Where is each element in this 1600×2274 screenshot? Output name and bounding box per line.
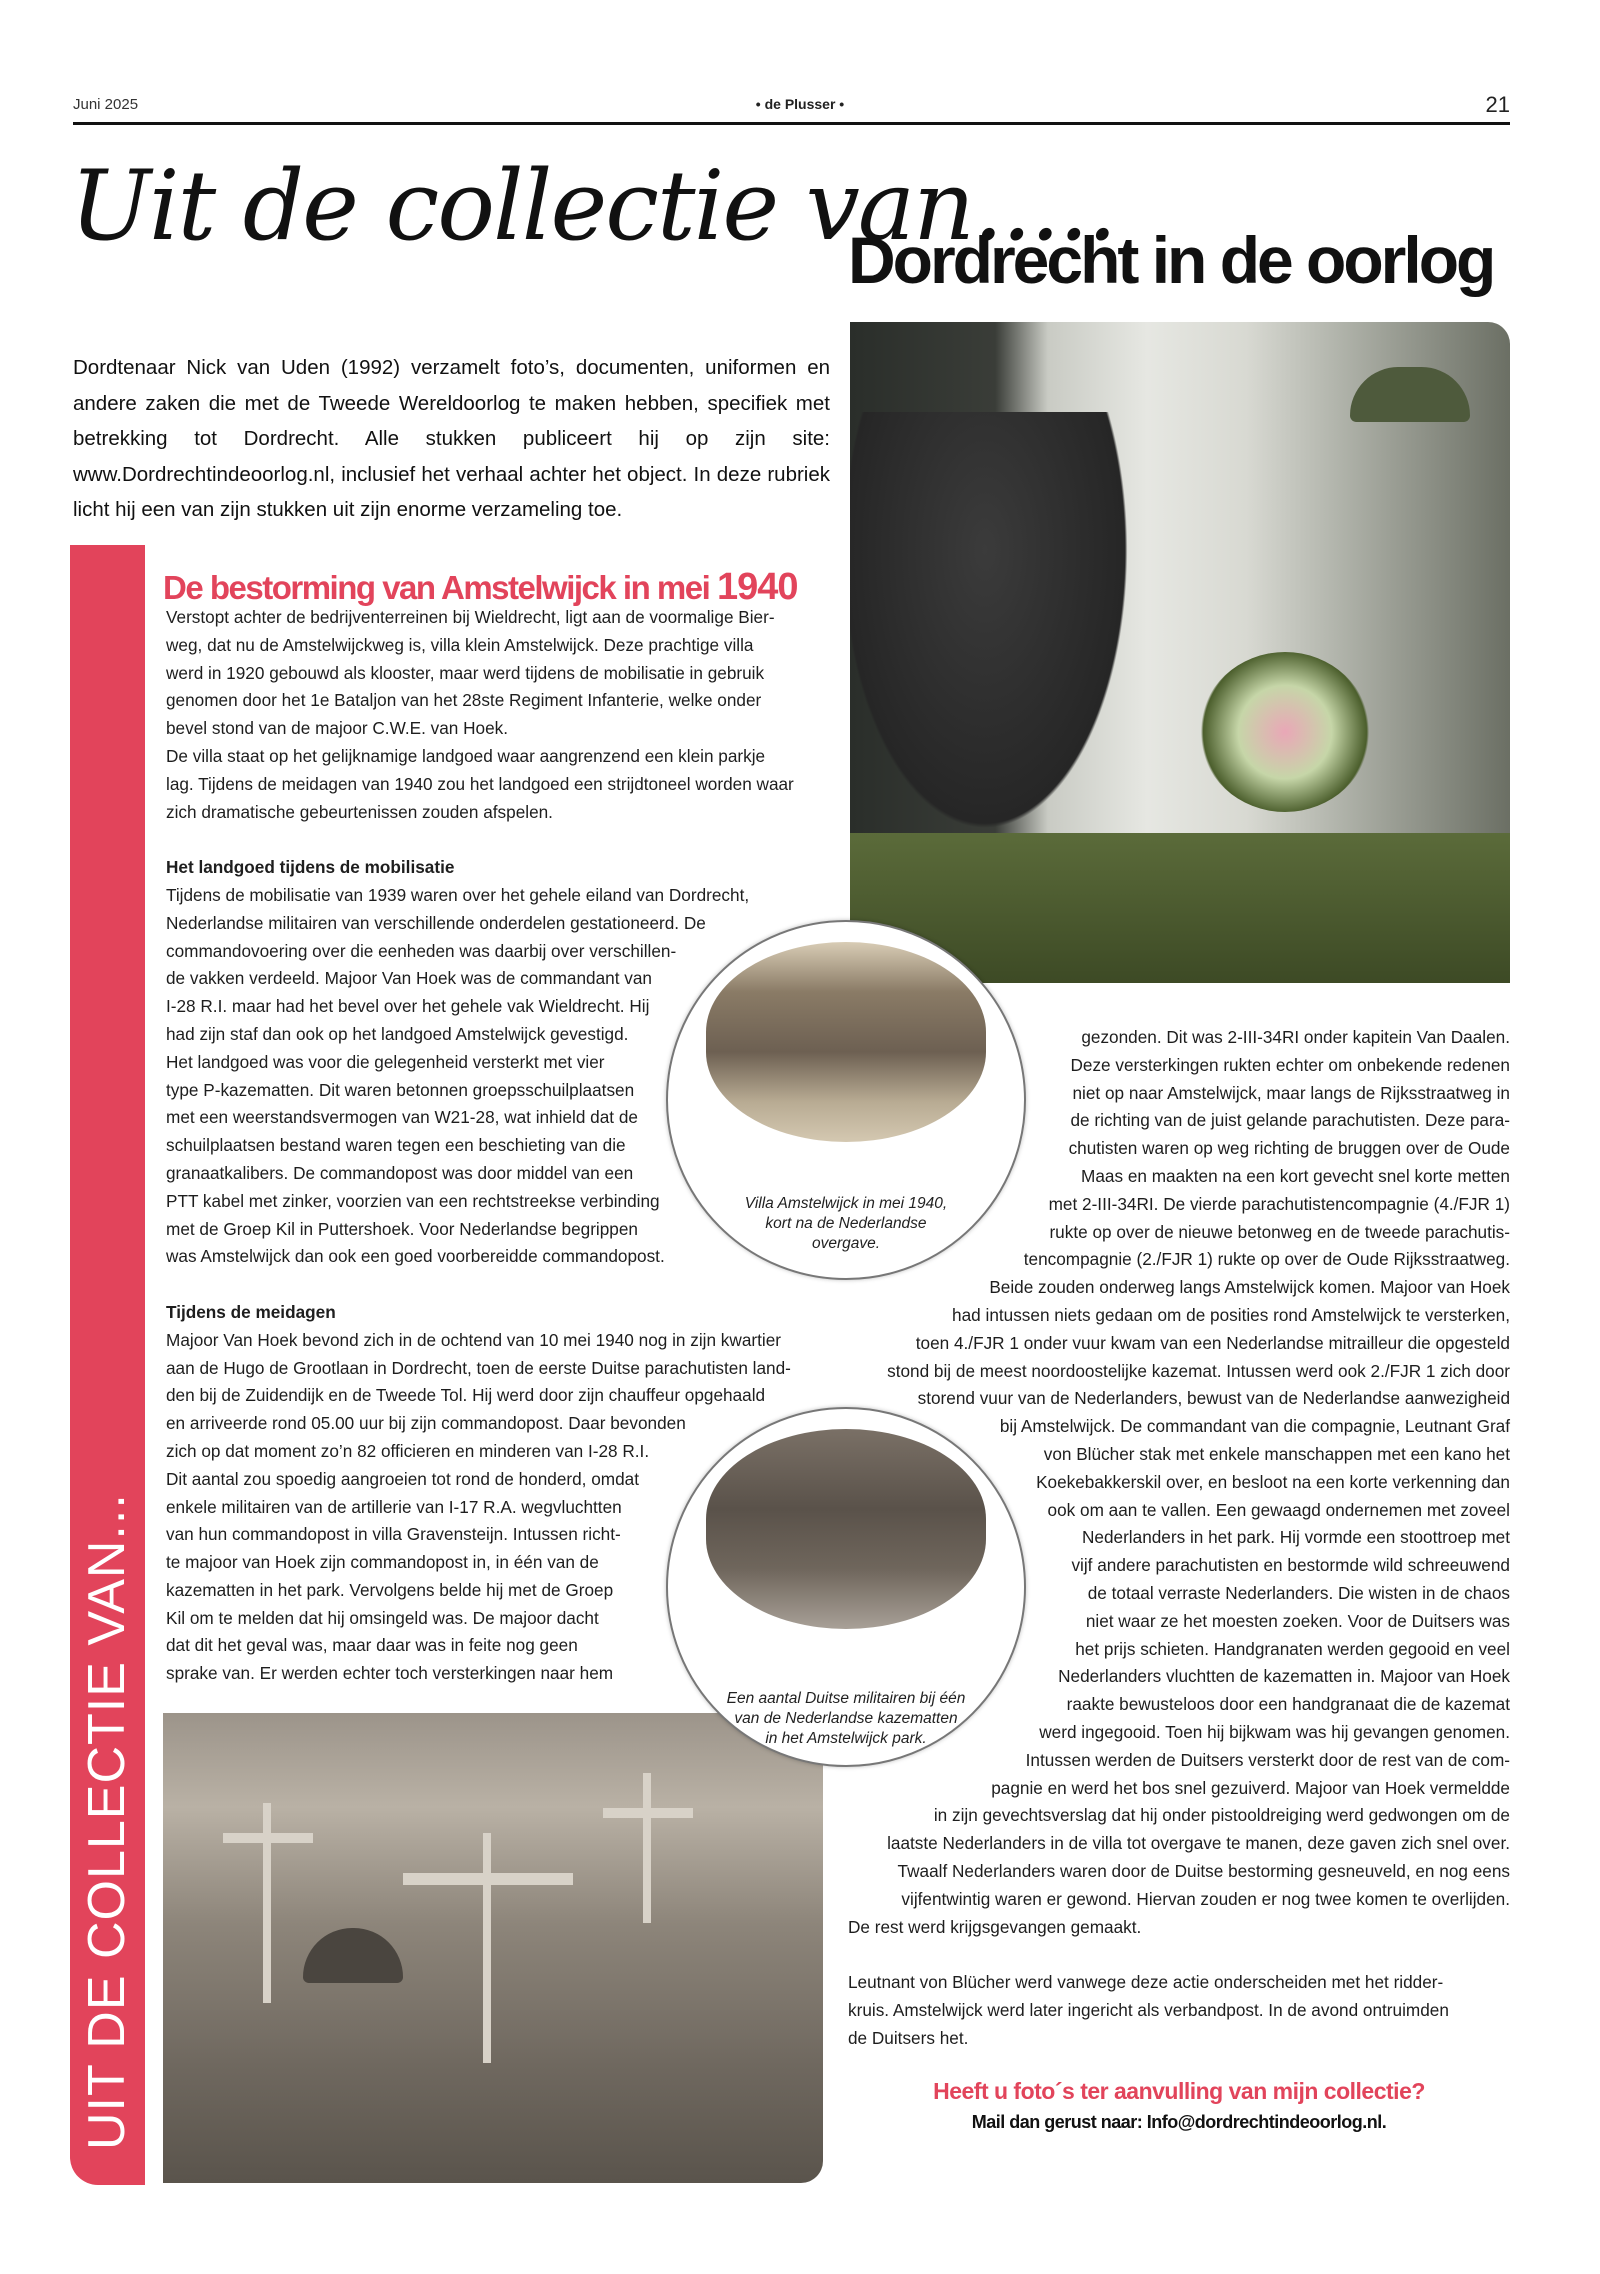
- text-line: met de Groep Kil in Puttershoek. Voor Nederlandse begrippen: [166, 1218, 638, 1239]
- text-line: Nederlanders vluchtten de kazematten in. Majoor van Hoek: [1058, 1666, 1510, 1687]
- text-line: bevel stond van de majoor C.W.E. van Hoek.: [166, 718, 509, 739]
- article-title: [163, 566, 798, 609]
- text-line: [166, 826, 826, 854]
- photo-cross: [223, 1833, 313, 1843]
- section-title-script: Uit de collectie van.....: [70, 150, 1116, 262]
- photo-war-graves: [163, 1713, 823, 2183]
- photo-flowers: [1200, 652, 1370, 812]
- text-line: niet waar ze het moesten zoeken. Voor de Duitsers was: [1085, 1610, 1510, 1631]
- text-line: bij Amstelwijck. De commandant van die compagnie, Leutnant Graf: [999, 1416, 1510, 1437]
- text-line: werd ingegooid. Toen hij bijkwam was hij gevangen genomen.: [1039, 1721, 1510, 1742]
- photo-villa-circle: [666, 920, 1026, 1280]
- photo-cross: [403, 1873, 573, 1885]
- text-line: werd in 1920 gebouwd als klooster, maar werd tijdens de mobilisatie in gebruik: [166, 662, 765, 683]
- text-line: met 2-III-34RI. De vierde parachutistencompagnie (4./FJR 1): [1048, 1193, 1510, 1214]
- page-number: 21: [1485, 92, 1510, 117]
- text-line: kruis. Amstelwijck werd later ingericht als verbandpost. In de avond ontruimden: [848, 1999, 1449, 2020]
- caption-line: in het Amstelwijck park.: [765, 1730, 927, 1747]
- text-line: toen 4./FJR 1 onder vuur kwam van een Nederlandse mitrailleur die opgesteld: [915, 1332, 1510, 1353]
- text-line: tencompagnie (2./FJR 1) rukte op over de Oude Rijksstraatweg.: [1023, 1249, 1510, 1270]
- caption-soldiers: [698, 1689, 994, 1749]
- issue-date: Juni 2025: [73, 96, 139, 113]
- sidebar-vertical-label: UIT DE COLLECTIE VAN...: [78, 1493, 136, 2150]
- text-line: Tijdens de mobilisatie van 1939 waren over het gehele eiland van Dordrecht,: [166, 884, 750, 905]
- text-line: ook om aan te vallen. Een gewaagd ondernemen met zoveel: [1047, 1499, 1510, 1520]
- caption-line: Een aantal Duitse militairen bij één: [726, 1690, 966, 1707]
- text-line: te majoor van Hoek zijn commandopost in, in één van de: [166, 1552, 599, 1573]
- text-line: stond bij de meest noordoostelijke kazemat. Intussen werd ook 2./FJR 1 zich door: [887, 1360, 1510, 1381]
- text-line: met een weerstandsvermogen van W21-28, wat inhield dat de: [166, 1107, 638, 1128]
- text-line: schuilplaatsen bestand waren tegen een beschieting van die: [166, 1135, 626, 1156]
- text-line: commandovoering over die eenheden was daarbij over verschillen-: [166, 940, 677, 961]
- text-line: enkele militairen van de artillerie van I-17 R.A. wegvluchtten: [166, 1496, 622, 1517]
- text-line: kazematten in het park. Vervolgens belde hij met de Groep: [166, 1579, 614, 1600]
- text-line: weg, dat nu de Amstelwijckweg is, villa klein Amstelwijck. Deze prachtige villa: [166, 634, 754, 655]
- subheading: Het landgoed tijdens de mobilisatie: [166, 857, 455, 878]
- photo-soldiers-circle: [666, 1407, 1026, 1767]
- text-line: PTT kabel met zinker, voorzien van een rechtstreekse verbinding: [166, 1190, 660, 1211]
- text-line: [848, 1941, 1510, 1969]
- section-title: Dordrecht in de oorlog: [848, 223, 1494, 297]
- text-line: had intussen niets gedaan om de posities rond Amstelwijck te versterken,: [952, 1304, 1510, 1325]
- text-line: De villa staat op het gelijknamige landgoed waar aangrenzend een klein parkje: [166, 745, 766, 766]
- header-rule: [73, 122, 1510, 125]
- photo-man: [850, 412, 1150, 872]
- text-line: von Blücher stak met enkele manschappen met een kano het: [1043, 1443, 1510, 1464]
- text-line: pagnie en werd het bos snel gezuiverd. Majoor van Hoek vermeldde: [991, 1777, 1510, 1798]
- article-title-year: 1940: [716, 566, 798, 608]
- photo-villa: [706, 942, 986, 1142]
- text-line: laatste Nederlanders in de villa tot overgave te manen, deze gaven zich snel over.: [887, 1833, 1510, 1854]
- photo-cross: [603, 1808, 693, 1818]
- text-line: de vakken verdeeld. Majoor Van Hoek was de commandant van: [166, 968, 652, 989]
- photo-man-at-graves: [850, 322, 1510, 983]
- caption-line: kort na de Nederlandse: [765, 1215, 927, 1232]
- text-line: Beide zouden onderweg langs Amstelwijck komen. Majoor van Hoek: [989, 1277, 1510, 1298]
- text-line: aan de Hugo de Grootlaan in Dordrecht, toen de eerste Duitse parachutisten land-: [166, 1357, 791, 1378]
- intro-paragraph: Dordtenaar Nick van Uden (1992) verzamelt foto’s, documenten, uniformen en andere zaken die met de Tweede Wereldoorlog te maken hebben, specifiek met betrekking tot Dordrecht. Alle stukken publiceert hij op zijn site: www.Dordrechtindeoorlog.nl, inclusief het verhaal achter het object. In deze rubriek licht hij een van zijn stukken uit zijn enorme verzameling toe.: [73, 356, 830, 521]
- text-line: Verstopt achter de bedrijventerreinen bij Wieldrecht, ligt aan de voormalige Bier-: [166, 607, 775, 627]
- text-line: Leutnant von Blücher werd vanwege deze actie onderscheiden met het ridder-: [848, 1972, 1444, 1993]
- text-line: rukte op over de nieuwe betonweg en de tweede parachutis-: [1049, 1221, 1510, 1242]
- text-line: dat dit het geval was, maar daar was in feite nog geen: [166, 1635, 578, 1656]
- publication-name: • de Plusser •: [755, 96, 845, 112]
- photo-helmet: [303, 1928, 403, 1983]
- text-line: Majoor Van Hoek bevond zich in de ochtend van 10 mei 1940 nog in zijn kwartier: [166, 1329, 781, 1350]
- text-line: niet op naar Amstelwijck, maar langs de Rijksstraatweg in: [1072, 1082, 1510, 1103]
- text-line: vijf andere parachutisten en bestormde wild schreeuwend: [1071, 1555, 1510, 1576]
- article-title-text: De bestorming van Amstelwijck in mei: [163, 569, 710, 606]
- text-line: de totaal verraste Nederlanders. Die wisten in de chaos: [1087, 1582, 1510, 1603]
- text-line: raakte bewusteloos door een handgranaat die de kazemat: [1066, 1694, 1510, 1715]
- promo-mail: Mail dan gerust naar: Info@dordrechtindeoorlog.nl.: [971, 2112, 1387, 2132]
- text-line: het prijs schieten. Handgranaten werden gegooid en veel: [1075, 1638, 1510, 1659]
- text-line: Deze versterkingen rukten echter om onbekende redenen: [1070, 1054, 1510, 1075]
- text-line: sprake van. Er werden echter toch versterkingen naar hem: [166, 1663, 614, 1684]
- photo-helmet: [1350, 367, 1470, 422]
- photo-soldiers: [706, 1429, 986, 1629]
- text-line: had zijn staf dan ook op het landgoed Amstelwijck gevestigd.: [166, 1023, 629, 1044]
- text-line: Twaalf Nederlanders waren door de Duitse bestorming gesneuveld, en nog eens: [897, 1860, 1510, 1881]
- text-line: de richting van de juist gelande parachutisten. Deze para-: [1070, 1110, 1510, 1131]
- text-line: Nederlandse militairen van verschillende onderdelen gestationeerd. De: [166, 912, 706, 933]
- text-line: van hun commandopost in villa Gravensteijn. Intussen richt-: [166, 1524, 621, 1545]
- text-line: zich op dat moment zo’n 82 officieren en minderen van I-28 R.I.: [166, 1440, 650, 1461]
- text-line: in zijn gevechtsverslag dat hij onder pistooldreiging werd gedwongen om de: [933, 1805, 1510, 1826]
- text-line: [166, 1271, 826, 1299]
- subheading: Tijdens de meidagen: [166, 1301, 336, 1322]
- text-line: Intussen werden de Duitsers versterkt door de rest van de com-: [1025, 1749, 1510, 1770]
- text-line: Dit aantal zou spoedig aangroeien tot rond de honderd, omdat: [166, 1468, 639, 1489]
- caption-line: van de Nederlandse kazematten: [734, 1710, 958, 1727]
- text-line: type P-kazematten. Dit waren betonnen groepsschuilplaatsen: [166, 1079, 635, 1100]
- text-line: de Duitsers het.: [848, 2027, 969, 2048]
- text-line: den bij de Zuidendijk en de Tweede Tol. Hij werd door zijn chauffeur opgehaald: [166, 1385, 766, 1406]
- text-line: Kil om te melden dat hij omsingeld was. De majoor dacht: [166, 1607, 599, 1628]
- text-line: storend vuur van de Nederlanders, bewust van de Nederlandse aanwezigheid: [917, 1388, 1510, 1409]
- text-line: genomen door het 1e Bataljon van het 28ste Regiment Infanterie, welke onder: [166, 690, 762, 711]
- text-line: De rest werd krijgsgevangen gemaakt.: [848, 1916, 1142, 1937]
- text-line: was Amstelwijck dan ook een goed voorbereidde commandopost.: [166, 1246, 665, 1267]
- text-line: en arriveerde rond 05.00 uur bij zijn commandopost. Daar bevonden: [166, 1413, 686, 1434]
- text-line: gezonden. Dit was 2-III-34RI onder kapitein Van Daalen.: [1081, 1027, 1510, 1047]
- text-line: chutisten waren op weg richting de bruggen over de Oude: [1068, 1138, 1510, 1159]
- photo-cross: [483, 1833, 491, 2063]
- text-line: Het landgoed was voor die gelegenheid versterkt met vier: [166, 1051, 605, 1072]
- text-line: I-28 R.I. maar had het bevel over het gehele vak Wieldrecht. Hij: [166, 996, 650, 1017]
- text-line: granaatkalibers. De commandopost was door middel van een: [166, 1162, 634, 1183]
- caption-line: overgave.: [811, 1235, 881, 1252]
- caption-villa: [698, 1194, 994, 1254]
- text-line: Nederlanders in het park. Hij vormde een stoottroep met: [1082, 1527, 1510, 1548]
- text-line: Maas en maakten na een kort gevecht snel korte metten: [1081, 1165, 1510, 1186]
- text-line: lag. Tijdens de meidagen van 1940 zou het landgoed een strijdtoneel worden waar: [166, 773, 794, 794]
- text-line: zich dramatische gebeurtenissen zouden afspelen.: [166, 801, 553, 822]
- caption-line: Villa Amstelwijck in mei 1940,: [744, 1195, 948, 1212]
- promo-question: Heeft u foto´s ter aanvulling van mijn collectie?: [933, 2078, 1425, 2104]
- photo-cross: [643, 1773, 651, 1923]
- text-line: Koekebakkerskil over, en besloot na een korte verkenning dan: [1036, 1471, 1510, 1492]
- text-line: vijfentwintig waren er gewond. Hiervan zouden er nog twee komen te overlijden.: [901, 1888, 1510, 1909]
